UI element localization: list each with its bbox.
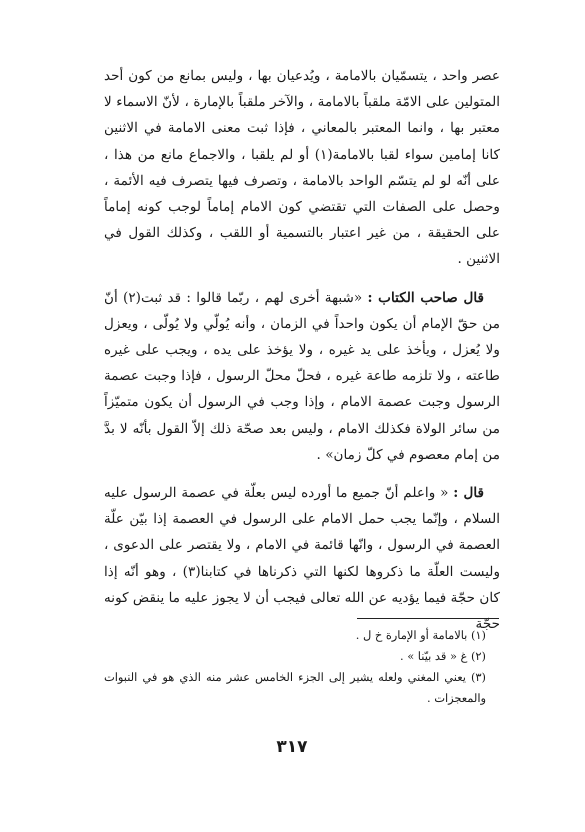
paragraph-1: عصر واحد ، يتسمّيان بالامامة ، ويُدعيان بها ، وليس بمانع من كون أحد المتولين على الامّة ملقباً بالامامة ، والآخر ملقباً بالإمارة ، لأنّ الاسماء لا معتبر بها ، وانما المعتبر بالمعاني ، فإذا ثبت معنى الامامة في الاثنين كانا إمامين سواء لقبا بالامامة(١) أو لم يلقبا ، والاجماع مانع من هذا ، على أنّه لو لم يتسّم الواحد بالامامة ، وتصرف فيها يتصرف فيه الأئمة ، وحصل على الصفات التي تقتضي كون الامام إماماً لوجب كونه إماماً على الحقيقة ، من غير اعتبار بالتسمية أو اللقب ، وكذلك القول في الاثنين .: [104, 68, 500, 268]
quote-text: «شبهة أخرى لهم ، ربّما قالوا : قد ثبت(٢) أنّ من حقّ الإمام أن يكون واحداً في الزمان ، وأنه يُولّي ولا يُولّى ، ويعزل ولا يُعزل ، ويأخذ على يد غيره ، ولا يؤخذ على يده ، ويجب على غيره طاعته ، ولا تلزمه طاعة غيره ، فحلّ محلّ الرسول ، فإذا وجبت عصمة الرسول وجبت عصمة الامام ، وإذا وجب في الرسول أن يكون متميّزاً من سائر الولاة فكذلك الامام ، وليس بعد صحّة ذلك إلاّ القول بأنّه لا بدَّ من إمام معصوم في كلّ زمان» .: [104, 289, 500, 463]
footnote-3: (٣) يعني المغني ولعله يشير إلى الجزء الخامس عشر منه الذي هو في النبوات والمعجزات .: [104, 670, 486, 705]
footnote-divider: [357, 618, 499, 619]
paragraph-2: [104, 285, 500, 468]
speaker-label: قال :: [453, 485, 484, 502]
footnote-1: (١) بالامامة أو الإمارة خ ل .: [355, 628, 486, 642]
main-text: [104, 63, 500, 637]
page-number: ٣١٧: [276, 737, 308, 757]
footnotes: [104, 625, 500, 709]
paragraph-3: [104, 480, 500, 637]
quote-text: « واعلم أنّ جميع ما أورده ليس بعلّة في عصمة الرسول عليه السلام ، وإنّما يجب حمل الامام على الرسول في العصمة إذا بيّن علّة العصمة في الرسول ، وانّها قائمة في الامام ، ولا يقتصر على الدعوى ، وليست العلّة ما ذكروها لكنها التي ذكرناها في كتابنا(٣) ، وهو أنّه إذا كان حجّة فيما يؤديه عن الله تعالى فيجب أن لا يجوز عليه ما ينقض كونه حجّة: [104, 485, 501, 633]
footnote-2: (٢) غ « قد بيّنا » .: [399, 649, 486, 663]
speaker-label: قال صاحب الكتاب :: [367, 289, 484, 306]
